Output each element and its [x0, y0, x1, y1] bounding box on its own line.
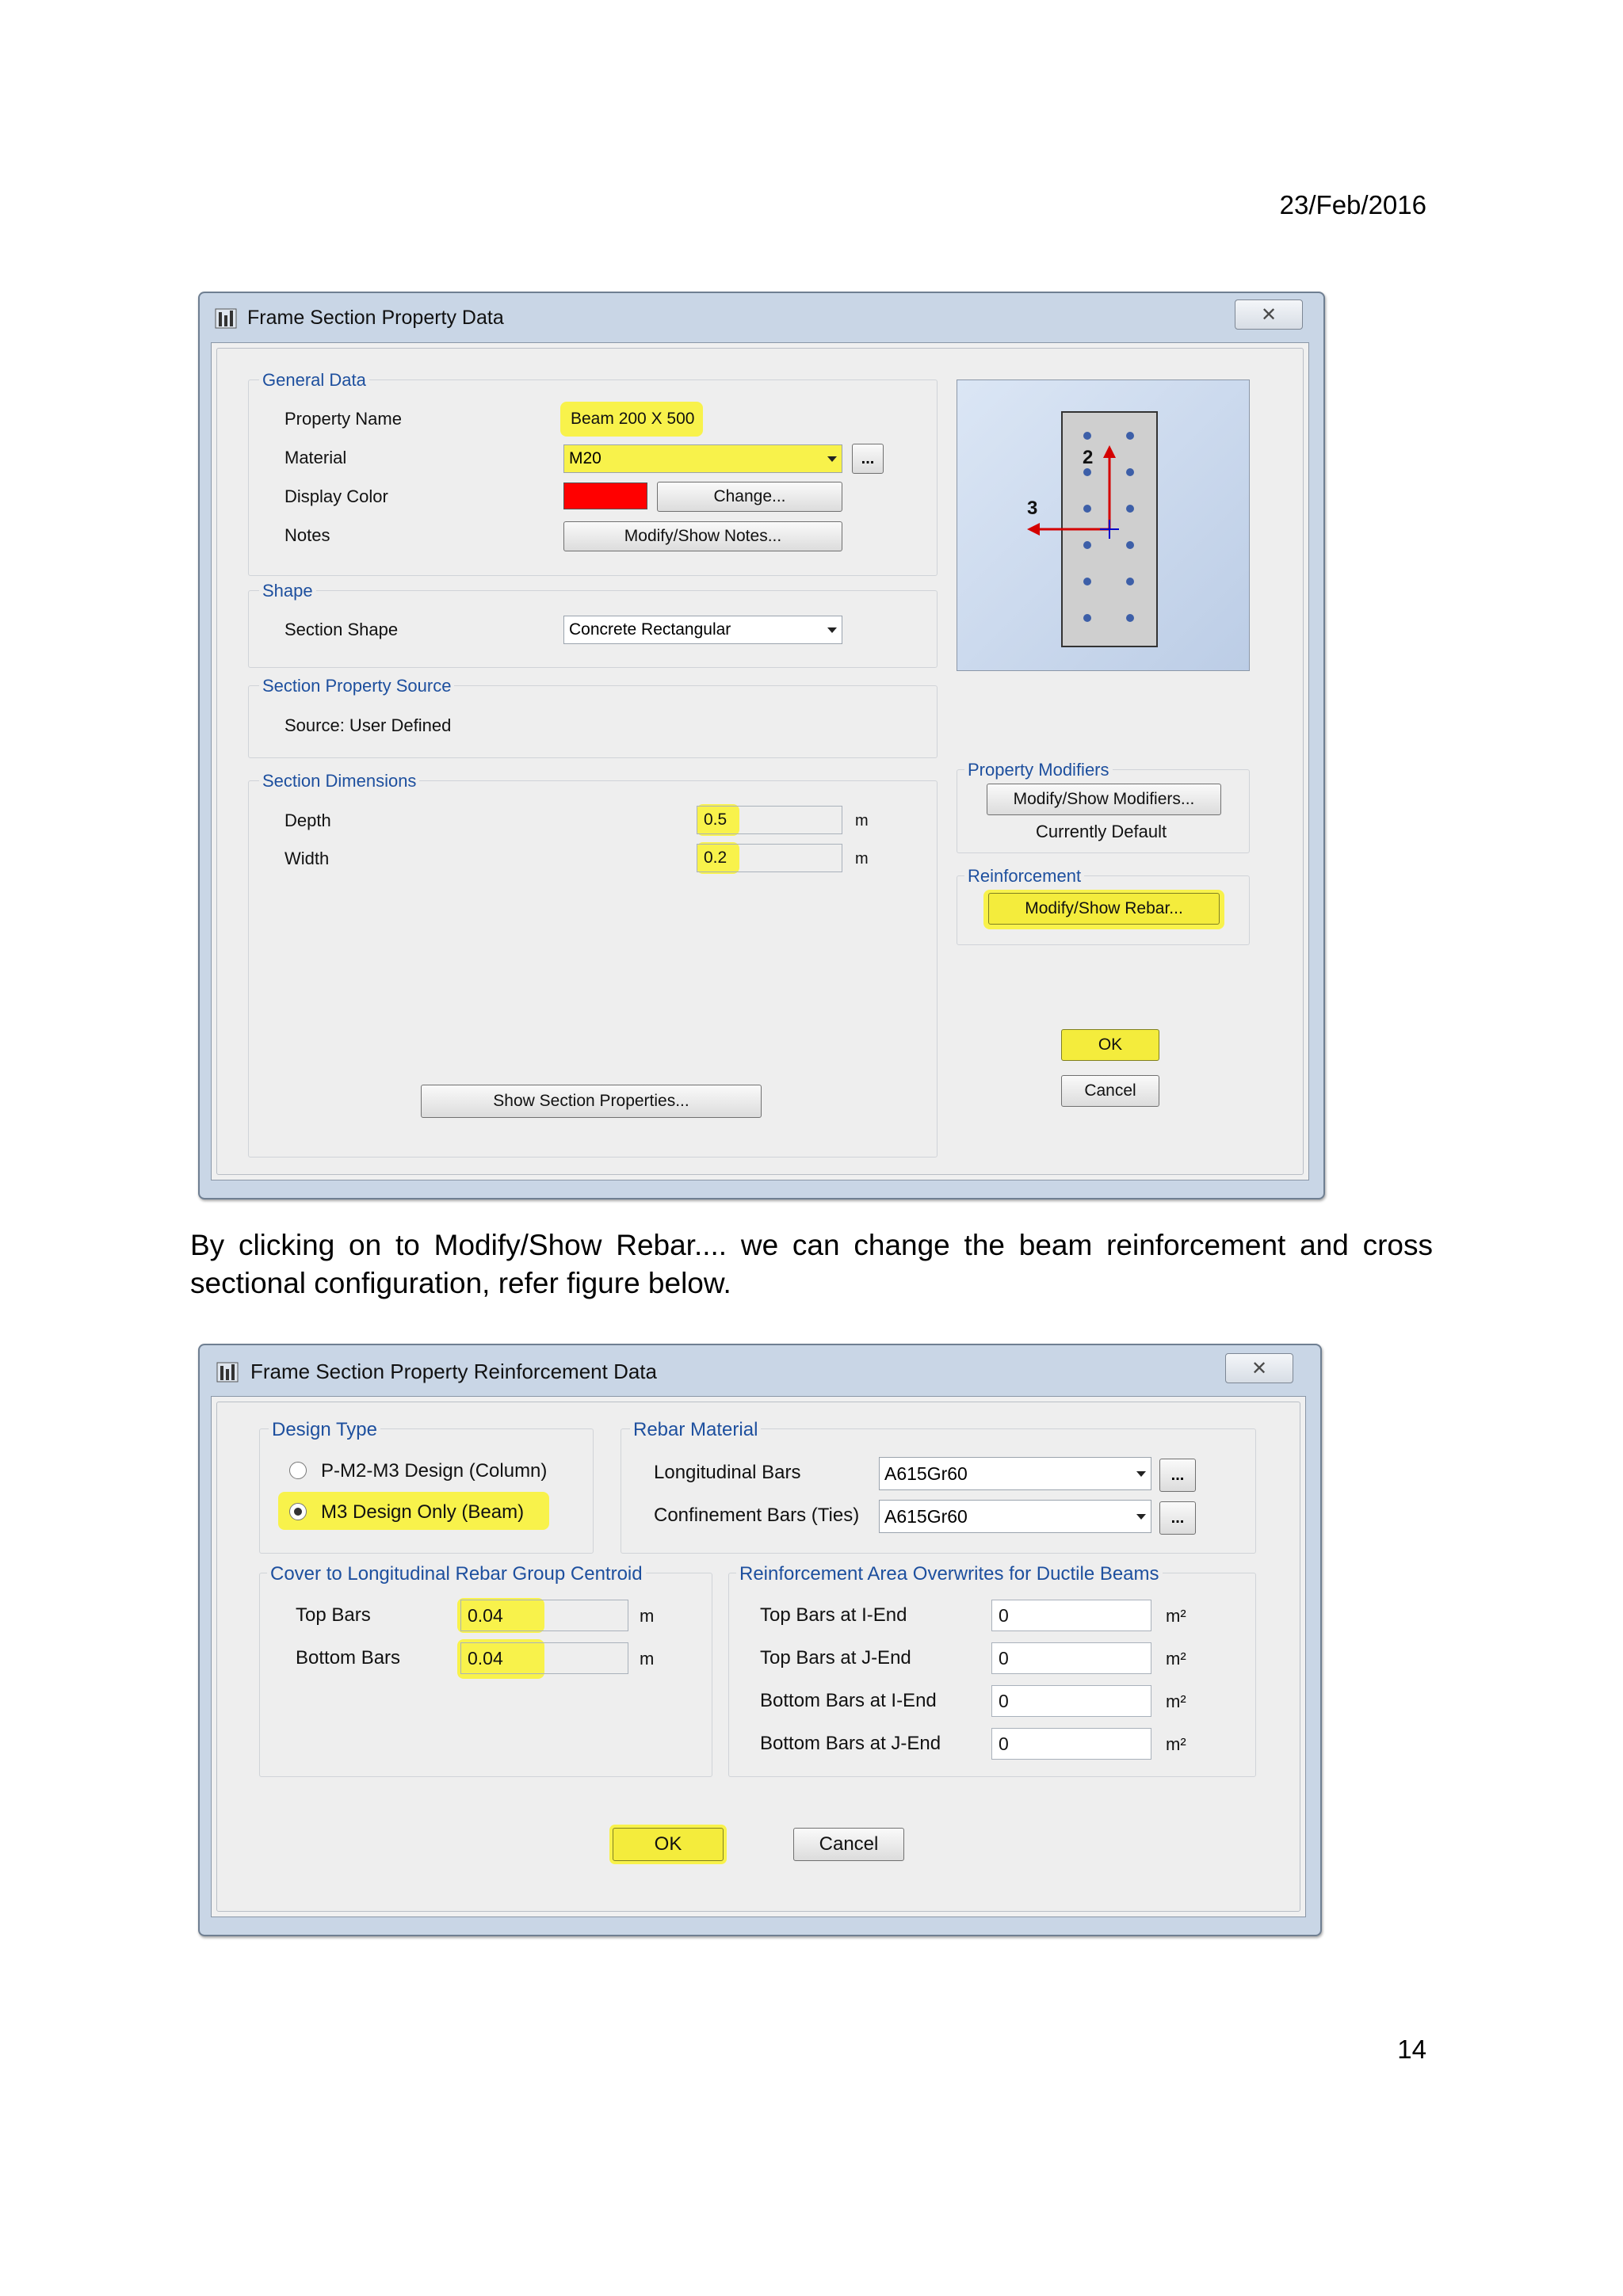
overwrite-row-label: Top Bars at I-End — [760, 1604, 907, 1626]
dialog-client-area — [211, 342, 1309, 1180]
ok-button[interactable]: OK — [1061, 1029, 1159, 1061]
reinforcement-data-dialog — [198, 1344, 1322, 1936]
overwrite-row-label: Bottom Bars at J-End — [760, 1733, 941, 1754]
depth-label: Depth — [285, 810, 331, 830]
app-icon — [214, 306, 238, 330]
beam-design-label: M3 Design Only (Beam) — [321, 1501, 525, 1523]
overwrite-row-unit: m² — [1166, 1649, 1186, 1669]
longitudinal-bars-select[interactable] — [879, 1457, 1151, 1490]
shape-label: Shape — [259, 581, 316, 601]
property-modifiers-label: Property Modifiers — [964, 760, 1113, 780]
section-property-source-label: Section Property Source — [259, 676, 454, 696]
width-input[interactable]: 0.2 — [697, 844, 842, 872]
overwrite-row-input[interactable]: 0 — [991, 1642, 1151, 1674]
bottom-bars-cover-input[interactable]: 0.04 — [460, 1642, 628, 1674]
dialog-title: Frame Section Property Data — [247, 307, 504, 329]
general-data-label: General Data — [259, 370, 369, 391]
cancel-button[interactable]: Cancel — [1061, 1075, 1159, 1107]
axis-2-label: 2 — [1083, 447, 1094, 468]
dialog-client-area — [211, 1396, 1306, 1917]
modify-show-notes-button[interactable]: Modify/Show Notes... — [563, 521, 842, 551]
overwrite-row-label: Top Bars at J-End — [760, 1647, 911, 1669]
overwrite-row-unit: m² — [1166, 1691, 1186, 1711]
section-diagram — [957, 380, 1249, 670]
overwrite-row-input[interactable]: 0 — [991, 1685, 1151, 1717]
frame-section-property-dialog — [198, 292, 1325, 1199]
change-color-button[interactable]: Change... — [657, 482, 842, 512]
modify-show-modifiers-button[interactable]: Modify/Show Modifiers... — [987, 784, 1221, 815]
cover-label: Cover to Longitudinal Rebar Group Centroid — [267, 1563, 646, 1585]
overwrite-row-label: Bottom Bars at I-End — [760, 1690, 937, 1711]
rebar-material-label: Rebar Material — [630, 1419, 761, 1441]
modifiers-status: Currently Default — [1036, 822, 1167, 841]
section-shape-label: Section Shape — [285, 620, 399, 639]
overwrite-row-input[interactable]: 0 — [991, 1728, 1151, 1760]
longitudinal-bars-label: Longitudinal Bars — [654, 1462, 801, 1483]
confinement-bars-value: A615Gr60 — [884, 1505, 968, 1527]
close-icon[interactable]: ✕ — [1235, 299, 1303, 330]
axis-3-label: 3 — [1027, 498, 1038, 519]
chevron-down-icon — [827, 627, 837, 633]
overwrites-label: Reinforcement Area Overwrites for Ductile Beams — [736, 1563, 1163, 1585]
overwrite-row-input[interactable]: 0 — [991, 1600, 1151, 1631]
beam-design-radio[interactable] — [289, 1503, 307, 1520]
overwrite-row-unit: m² — [1166, 1734, 1186, 1754]
material-ellipsis-button[interactable]: ... — [852, 444, 884, 474]
display-color-label: Display Color — [285, 486, 388, 506]
depth-input[interactable]: 0.5 — [697, 806, 842, 834]
ok-button[interactable]: OK — [613, 1828, 724, 1861]
depth-unit: m — [855, 812, 869, 830]
dialog-title-bar[interactable] — [200, 293, 1323, 339]
modify-show-rebar-button[interactable]: Modify/Show Rebar... — [988, 893, 1220, 925]
longitudinal-ellipsis-button[interactable]: ... — [1159, 1459, 1196, 1492]
property-name-label: Property Name — [285, 409, 402, 429]
top-bars-label: Top Bars — [296, 1604, 371, 1626]
overwrite-row-unit: m² — [1166, 1606, 1186, 1626]
top-bars-cover-input[interactable]: 0.04 — [460, 1600, 628, 1631]
page-date: 23/Feb/2016 — [1279, 190, 1426, 219]
dialog-title: Frame Section Property Reinforcement Data — [250, 1360, 657, 1383]
top-bars-cover-unit: m — [640, 1606, 655, 1626]
chevron-down-icon — [827, 456, 837, 462]
section-shape-value: Concrete Rectangular — [569, 620, 731, 639]
width-label: Width — [285, 849, 330, 868]
chevron-down-icon — [1136, 1471, 1146, 1477]
cancel-button[interactable]: Cancel — [793, 1828, 904, 1861]
column-design-label: P-M2-M3 Design (Column) — [321, 1460, 548, 1482]
show-section-properties-button[interactable]: Show Section Properties... — [421, 1085, 762, 1118]
dialog-title-bar[interactable] — [200, 1345, 1320, 1391]
material-label: Material — [285, 448, 347, 467]
reinforcement-label: Reinforcement — [964, 866, 1084, 887]
body-paragraph: By clicking on to Modify/Show Rebar.... we can change the beam reinforcement and cross sectional configuration, refer figure below. — [190, 1229, 1433, 1299]
column-design-radio[interactable] — [289, 1462, 307, 1479]
width-unit: m — [855, 850, 869, 868]
section-dimensions-label: Section Dimensions — [259, 771, 419, 791]
display-color-swatch — [563, 482, 647, 509]
source-text: Source: User Defined — [285, 715, 452, 735]
section-shape-select[interactable] — [563, 616, 842, 644]
page-number: 14 — [1397, 2035, 1426, 2064]
bottom-bars-label: Bottom Bars — [296, 1647, 401, 1669]
property-name-input[interactable]: Beam 200 X 500 — [571, 410, 695, 428]
confinement-bars-select[interactable] — [879, 1500, 1151, 1533]
app-icon — [216, 1360, 239, 1383]
bottom-bars-cover-unit: m — [640, 1649, 655, 1669]
close-icon[interactable]: ✕ — [1225, 1353, 1293, 1383]
notes-label: Notes — [285, 525, 330, 545]
chevron-down-icon — [1136, 1514, 1146, 1520]
confinement-bars-label: Confinement Bars (Ties) — [654, 1505, 860, 1526]
design-type-group — [259, 1428, 594, 1554]
material-select[interactable] — [563, 444, 842, 473]
section-preview — [957, 379, 1250, 671]
confinement-ellipsis-button[interactable]: ... — [1159, 1501, 1196, 1535]
longitudinal-bars-value: A615Gr60 — [884, 1463, 968, 1484]
design-type-label: Design Type — [269, 1419, 380, 1441]
material-value: M20 — [569, 449, 601, 467]
